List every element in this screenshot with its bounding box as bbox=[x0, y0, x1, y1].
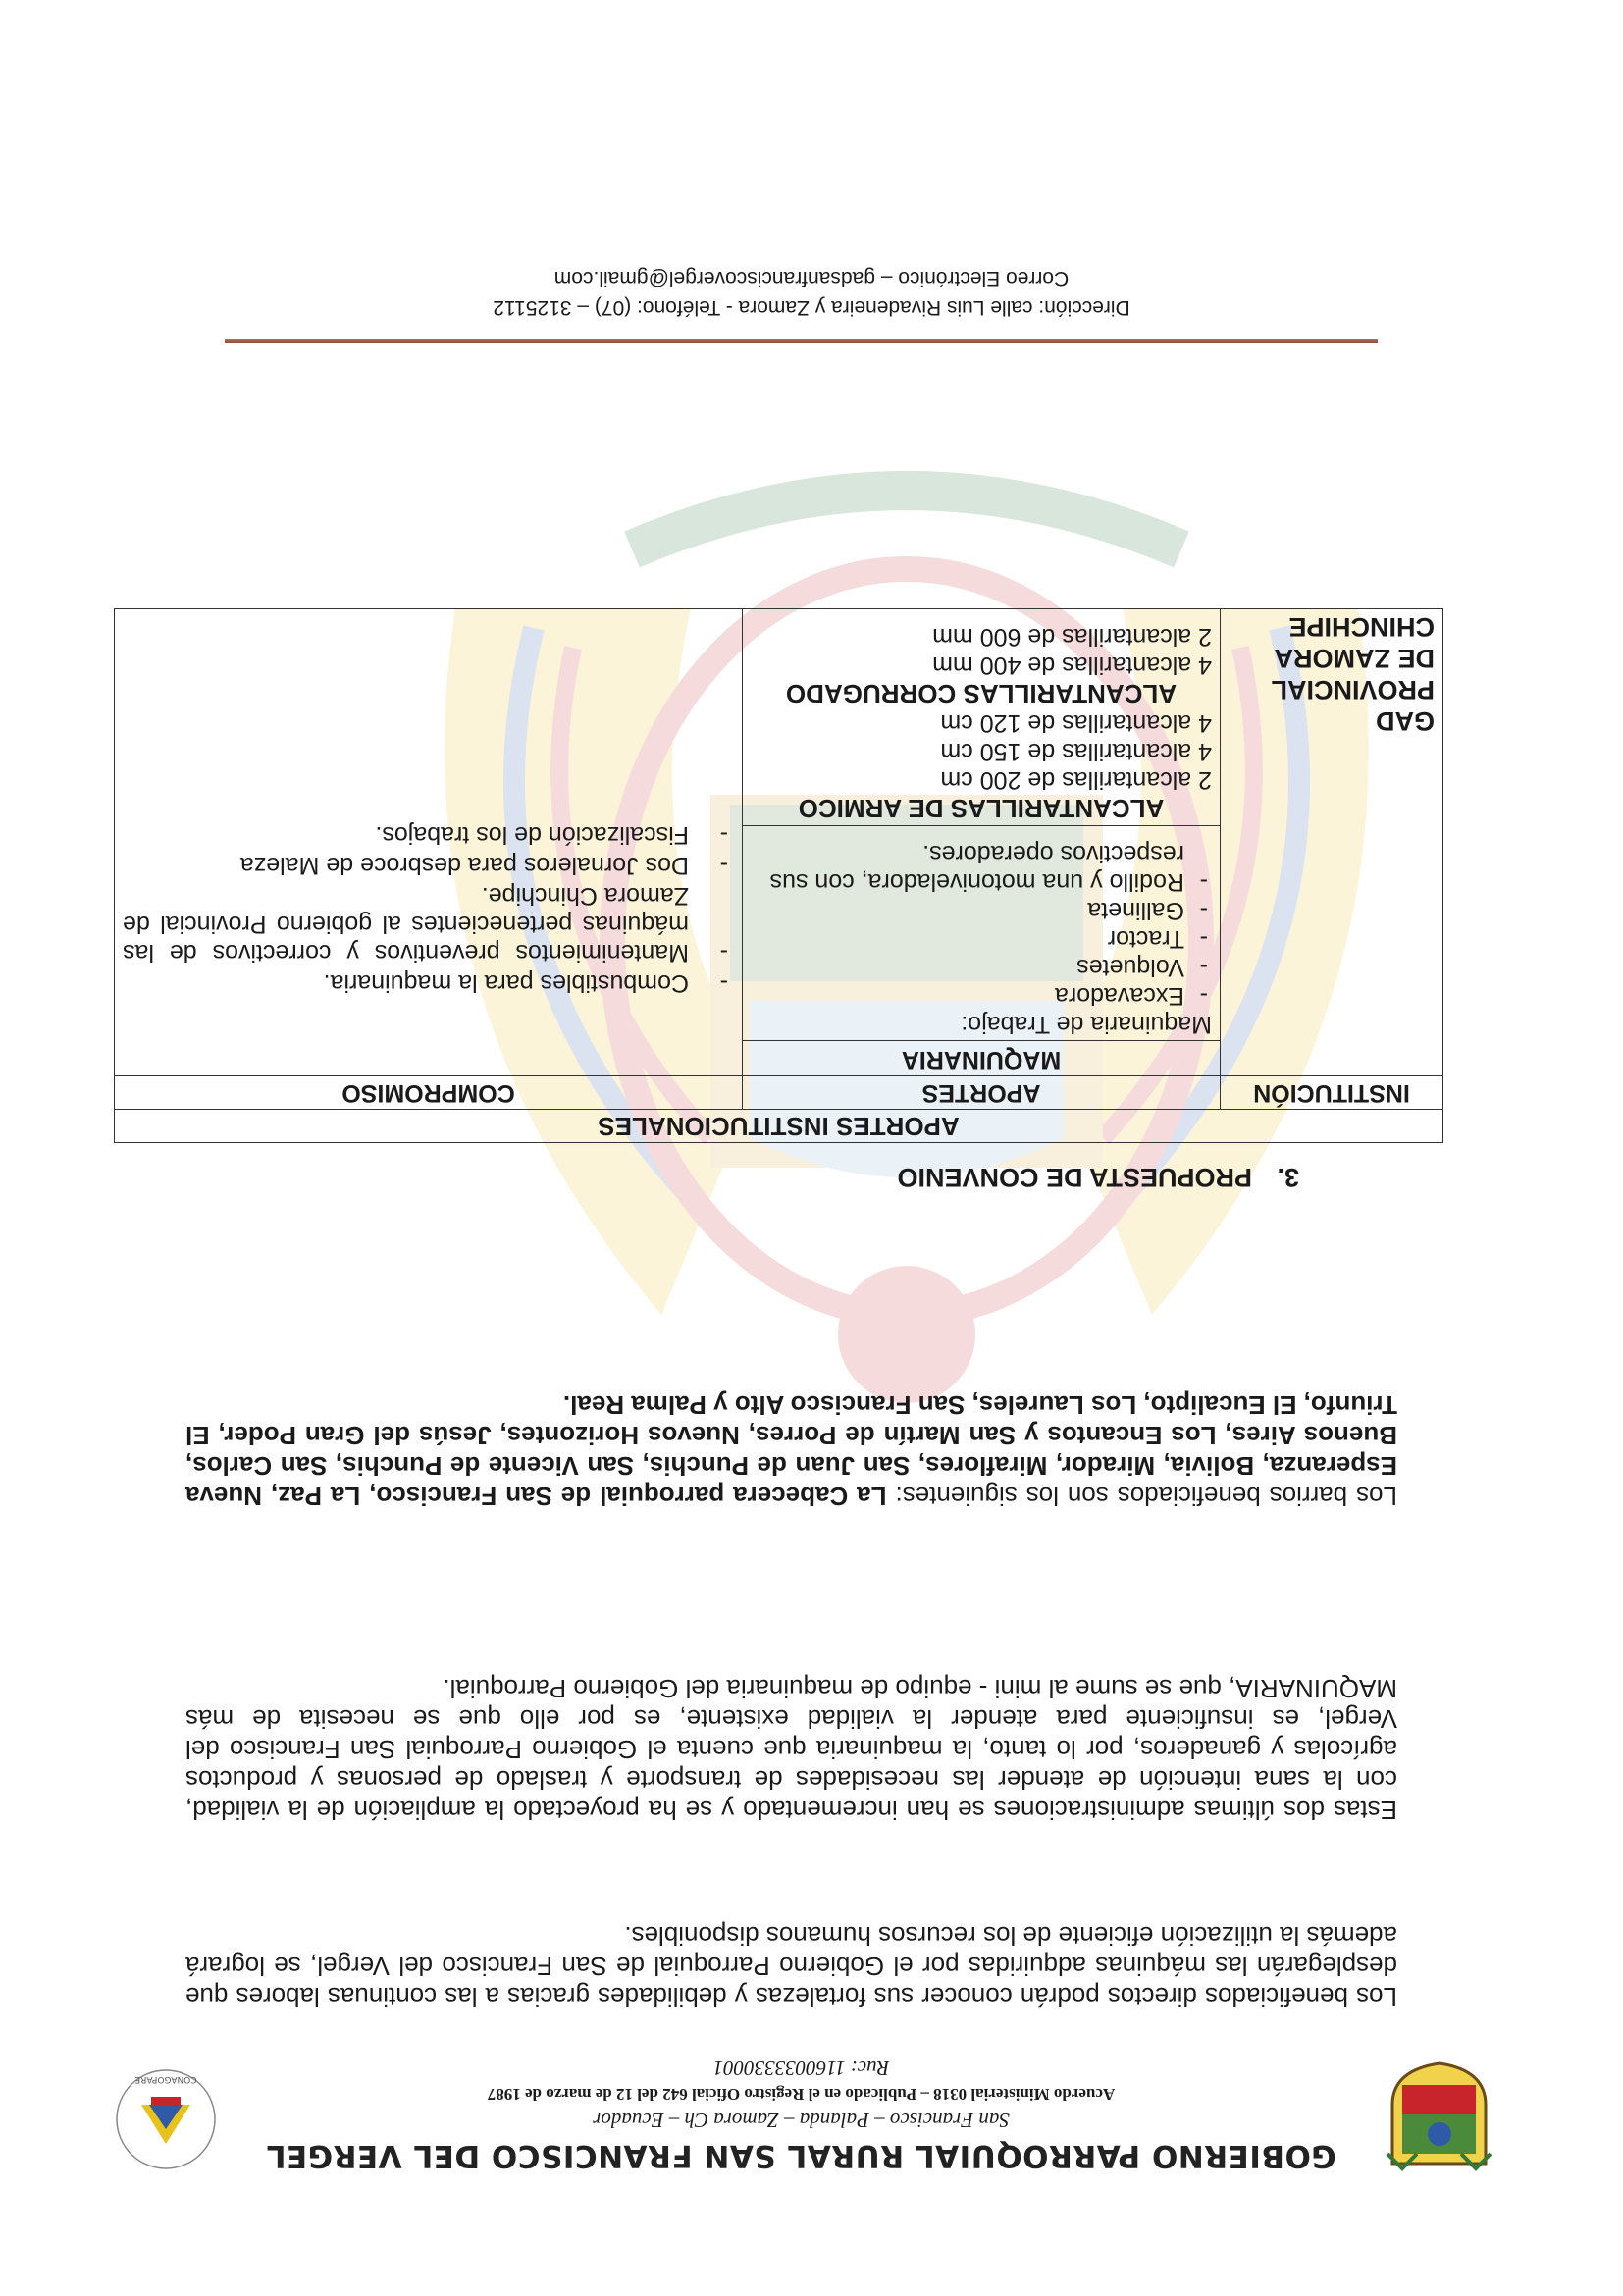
paragraph-barrios bbox=[185, 1389, 1397, 1511]
footer bbox=[0, 206, 1623, 343]
letterhead bbox=[112, 2026, 1495, 2173]
compromiso-item: - Combustibles para la maquinaria. bbox=[123, 968, 734, 997]
armico-item: 4 alcantarillas de 150 cm bbox=[940, 738, 1212, 766]
armico-heading: ALCANTARILLAS DE ARMICO bbox=[798, 794, 1165, 824]
corrugado-item: 2 alcantarillas de 600 mm bbox=[932, 623, 1212, 652]
maquinaria-heading: MAQUINARIA bbox=[743, 1041, 1221, 1076]
aportes-table bbox=[114, 608, 1443, 1143]
maquinaria-item: - Tractor bbox=[751, 924, 1212, 953]
paragraph-administraciones bbox=[185, 1673, 1397, 1825]
maquinaria-item: - Gallineta bbox=[751, 896, 1212, 924]
compromiso-item: - Mantenimientos preventivos y correctivos de las máquinas pertenecientes al gobierno Provincial de Zamora Chinchipe. bbox=[123, 881, 734, 966]
corrugado-heading: ALCANTARILLAS CORRUGADO bbox=[785, 679, 1178, 709]
header-title: GOBIERNO PARROQUIAL RURAL SAN FRANCISCO DEL VERGEL bbox=[266, 2138, 1336, 2173]
header-location: San Francisco – Palanda – Zamora Ch – Ecuador bbox=[593, 2109, 1010, 2132]
paragraph-beneficiados bbox=[185, 1920, 1397, 2011]
corrugado-item: 4 alcantarillas de 400 mm bbox=[932, 652, 1212, 680]
maquinaria-cell bbox=[743, 826, 1221, 1041]
header-aportes: APORTES bbox=[743, 1076, 1221, 1110]
maquinaria-item: - Excavadora bbox=[751, 981, 1212, 1010]
armico-item: 2 alcantarillas de 200 cm bbox=[940, 766, 1212, 795]
armico-item: 4 alcantarillas de 120 cm bbox=[940, 709, 1212, 738]
compromiso-cell bbox=[115, 609, 743, 1076]
paragraph-1-text: Los beneficiados directos podrán conocer sus fortalezas y debilidades gracias a las continuas labores que desplegarán las máquinas adquiridas por el Gobierno Parroquial de San Francisco del Vergel, se logrará además la utilización eficiente de los recursos humanos disponibles. bbox=[185, 1921, 1397, 2011]
paragraph-3-barrios: La Cabecera parroquial de San Francisco, La Paz, Nueva Esperanza, Bolivia, Mirador, Miraflores, San Juan de Punchis, San Vicente de Punchis, San Carlos, Buenos Aires, Los Encantos y San Martín de Porres, Nuevos Horizontes, Jesús del Gran Poder, El Triunfo, El Eucalipto, Los Laureles, San Francisco Alto y Palma Real. bbox=[185, 1390, 1397, 1511]
paragraph-2-text: Estas dos últimas administraciones se han incrementado y se ha proyectado la ampliación de la vialidad, con la sana intención de atender las necesidades de transporte y traslado de personas y productos agrícolas y ganaderos, por lo tanto, la maquinaria que cuenta el Gobierno Parroquial San Francisco del Vergel, es insuficiente para atender la vialidad existente, es por ello que se necesita de más MAQUINARIA, que se sume al mini - equipo de maquinaria del Gobierno Parroquial. bbox=[185, 1674, 1397, 1825]
section-number: 3. bbox=[1277, 1163, 1299, 1192]
compromiso-item: - Fiscalización de los trabajos. bbox=[123, 820, 734, 849]
footer-address: Dirección: calle Luis Rivadeneira y Zamora - Teléfono: (07) – 3125112 bbox=[493, 296, 1130, 319]
conagopare-logo-text: CONAGOPARE bbox=[134, 2074, 197, 2084]
header-acuerdo: Acuerdo Ministerial 0318 – Publicado en el Registro Oficial 642 del 12 de marzo de 1987 bbox=[487, 2085, 1116, 2104]
section-title: PROPUESTA DE CONVENIO bbox=[897, 1163, 1252, 1192]
institution-cell: GAD PROVINCIAL DE ZAMORA CHINCHIPE bbox=[1221, 609, 1443, 1076]
table-title: APORTES INSTITUCIONALES bbox=[115, 1110, 1443, 1143]
maquinaria-intro: Maquinaria de Trabajo: bbox=[961, 1011, 1212, 1039]
footer-divider bbox=[225, 339, 1378, 343]
compromiso-item: - Dos Jornaleros para desbroce de Maleza bbox=[123, 851, 734, 879]
parish-shield-logo bbox=[1383, 2061, 1495, 2173]
section-heading bbox=[897, 1162, 1299, 1192]
conagopare-logo bbox=[112, 2065, 220, 2173]
header-compromiso: COMPROMISO bbox=[115, 1076, 743, 1110]
header-ruc: Ruc: 1160033330001 bbox=[712, 2057, 890, 2080]
alcantarillas-cell bbox=[743, 609, 1221, 826]
maquinaria-item: - Volquetes bbox=[751, 953, 1212, 981]
maquinaria-item: - Rodillo y una motoniveladora, con sus respectivos operadores. bbox=[751, 839, 1212, 896]
header-institucion: INSTITUCIÓN bbox=[1221, 1076, 1443, 1110]
paragraph-3-intro: Los barrios beneficiados son los siguientes: bbox=[886, 1482, 1397, 1511]
footer-email: Correo Electrónico – gadsanfranciscovergel@gmail.com bbox=[553, 267, 1070, 289]
